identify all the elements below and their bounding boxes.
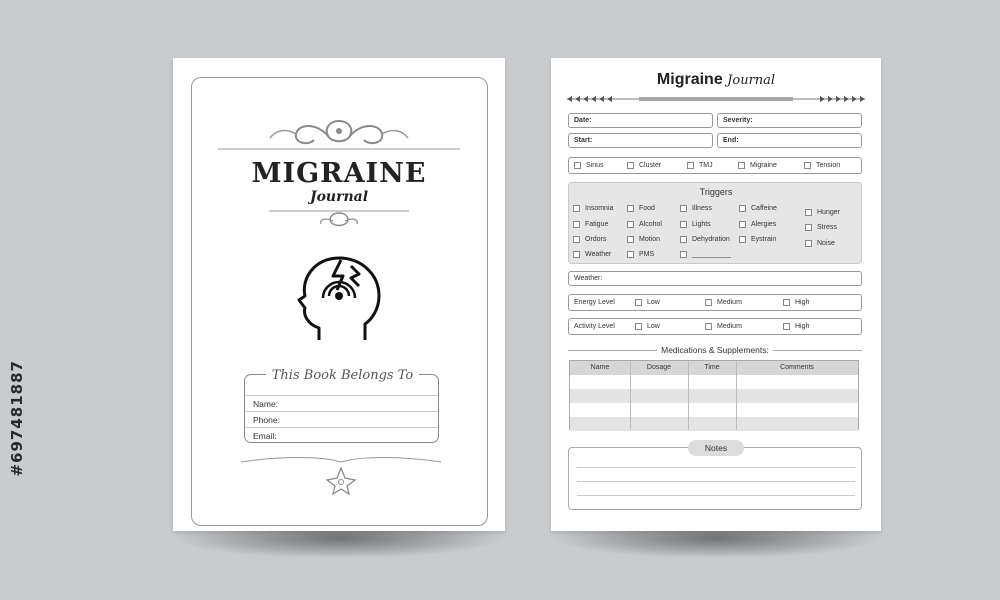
stress-label: Stress bbox=[817, 224, 837, 231]
activity-medium-label: Medium bbox=[717, 323, 742, 330]
caffeine-label: Caffeine bbox=[751, 205, 777, 212]
fatigue-label: Fatigue bbox=[585, 221, 609, 228]
weather-field[interactable]: Weather: bbox=[568, 271, 862, 286]
table-row[interactable] bbox=[570, 417, 858, 431]
tension-label: Tension bbox=[816, 162, 841, 169]
food-checkbox[interactable] bbox=[627, 205, 634, 212]
energy-medium-label: Medium bbox=[717, 299, 742, 306]
journal-title-script: Journal bbox=[727, 73, 776, 88]
email-field[interactable]: Email: bbox=[245, 427, 438, 443]
motion-label: Motion bbox=[639, 236, 661, 243]
activity-high-label: High bbox=[795, 323, 810, 330]
pms-label: PMS bbox=[639, 251, 655, 258]
sinus-label: Sinus bbox=[586, 162, 604, 169]
energy-level-label: Energy Level bbox=[574, 299, 615, 306]
energy-level-row bbox=[568, 294, 862, 311]
energy-high-checkbox[interactable] bbox=[783, 299, 790, 306]
other-trigger-line[interactable]: __________ bbox=[692, 251, 731, 258]
weather-trigger-checkbox[interactable] bbox=[573, 251, 580, 258]
pms-checkbox[interactable] bbox=[627, 251, 634, 258]
weather-trigger-label: Weather bbox=[585, 251, 612, 258]
table-column-divider bbox=[688, 361, 689, 430]
belongs-to-box bbox=[244, 368, 439, 443]
activity-level-row bbox=[568, 318, 862, 335]
notes-line bbox=[577, 467, 855, 468]
illness-checkbox[interactable] bbox=[680, 205, 687, 212]
migraine-label: Migraine bbox=[750, 162, 777, 169]
journal-title bbox=[551, 71, 881, 89]
dehydration-label: Dehydration bbox=[692, 236, 730, 243]
medications-table bbox=[569, 360, 859, 430]
cover-title: MIGRAINE bbox=[251, 158, 427, 189]
other-trigger-checkbox[interactable] bbox=[680, 251, 687, 258]
activity-level-label: Activity Level bbox=[574, 323, 615, 330]
head-lightning-icon bbox=[289, 248, 389, 348]
bottom-ornament-icon bbox=[241, 454, 441, 496]
notes-line bbox=[577, 495, 855, 496]
table-column-divider bbox=[630, 361, 631, 430]
insomnia-checkbox[interactable] bbox=[573, 205, 580, 212]
journal-title-main: Migraine bbox=[656, 71, 723, 88]
arrow-divider-icon bbox=[567, 95, 865, 103]
meds-col-name: Name bbox=[590, 364, 610, 371]
activity-low-checkbox[interactable] bbox=[635, 323, 642, 330]
start-field[interactable]: Start: bbox=[568, 133, 713, 148]
energy-low-checkbox[interactable] bbox=[635, 299, 642, 306]
table-row[interactable] bbox=[570, 403, 858, 417]
cluster-checkbox[interactable] bbox=[627, 162, 634, 169]
lights-label: Lights bbox=[692, 221, 711, 228]
tmj-label: TMJ bbox=[699, 162, 713, 169]
stock-image-id: #697481887 bbox=[8, 360, 26, 477]
fatigue-checkbox[interactable] bbox=[573, 221, 580, 228]
notes-line bbox=[577, 481, 855, 482]
meds-title bbox=[568, 345, 862, 355]
triggers-title: Triggers bbox=[699, 187, 733, 197]
activity-low-label: Low bbox=[647, 323, 660, 330]
cover-page bbox=[173, 58, 505, 531]
severity-field[interactable]: Severity: bbox=[717, 113, 862, 128]
date-field[interactable]: Date: bbox=[568, 113, 713, 128]
energy-high-label: High bbox=[795, 299, 810, 306]
cover-subtitle: Journal bbox=[309, 189, 369, 205]
alcohol-checkbox[interactable] bbox=[627, 221, 634, 228]
meds-header-row bbox=[570, 361, 858, 375]
alcohol-label: Alcohol bbox=[639, 221, 662, 228]
meds-col-dosage: Dosage bbox=[646, 364, 672, 371]
table-row[interactable] bbox=[570, 375, 858, 389]
eystrain-label: Eystrain bbox=[751, 236, 777, 243]
migraine-checkbox[interactable] bbox=[738, 162, 745, 169]
tension-checkbox[interactable] bbox=[804, 162, 811, 169]
table-row[interactable] bbox=[570, 389, 858, 403]
energy-low-label: Low bbox=[647, 299, 660, 306]
activity-medium-checkbox[interactable] bbox=[705, 323, 712, 330]
belongs-title: This Book Belongs To bbox=[266, 368, 419, 383]
ordors-label: Ordors bbox=[585, 236, 607, 243]
caffeine-checkbox[interactable] bbox=[739, 205, 746, 212]
alergies-checkbox[interactable] bbox=[739, 221, 746, 228]
insomnia-label: Insomnia bbox=[585, 205, 614, 212]
lights-checkbox[interactable] bbox=[680, 221, 687, 228]
tmj-checkbox[interactable] bbox=[687, 162, 694, 169]
food-label: Food bbox=[639, 205, 655, 212]
headache-type-row bbox=[568, 157, 862, 174]
eystrain-checkbox[interactable] bbox=[739, 236, 746, 243]
energy-medium-checkbox[interactable] bbox=[705, 299, 712, 306]
cluster-label: Cluster bbox=[639, 162, 662, 169]
table-column-divider bbox=[736, 361, 737, 430]
ordors-checkbox[interactable] bbox=[573, 236, 580, 243]
activity-high-checkbox[interactable] bbox=[783, 323, 790, 330]
notes-box[interactable] bbox=[568, 443, 862, 510]
noise-label: Noise bbox=[817, 240, 835, 247]
alergies-label: Alergies bbox=[751, 221, 777, 228]
hunger-label: Hunger bbox=[817, 209, 840, 216]
phone-field[interactable]: Phone: bbox=[245, 411, 438, 427]
end-field[interactable]: End: bbox=[717, 133, 862, 148]
top-ornament-icon bbox=[218, 116, 460, 154]
meds-col-time: Time bbox=[704, 364, 720, 371]
hunger-checkbox[interactable] bbox=[805, 209, 812, 216]
meds-title-text: Medications & Supplements: bbox=[657, 345, 773, 355]
notes-title: Notes bbox=[688, 440, 744, 456]
title-ornament-icon bbox=[269, 206, 409, 228]
motion-checkbox[interactable] bbox=[627, 236, 634, 243]
dehydration-checkbox[interactable] bbox=[680, 236, 687, 243]
triggers-box bbox=[568, 182, 862, 264]
stress-checkbox[interactable] bbox=[805, 224, 812, 231]
illness-label: Illness bbox=[692, 205, 712, 212]
name-field[interactable]: Name: bbox=[245, 395, 438, 411]
journal-page bbox=[551, 58, 881, 531]
noise-checkbox[interactable] bbox=[805, 240, 812, 247]
meds-col-comments: Comments bbox=[780, 364, 814, 371]
sinus-checkbox[interactable] bbox=[574, 162, 581, 169]
